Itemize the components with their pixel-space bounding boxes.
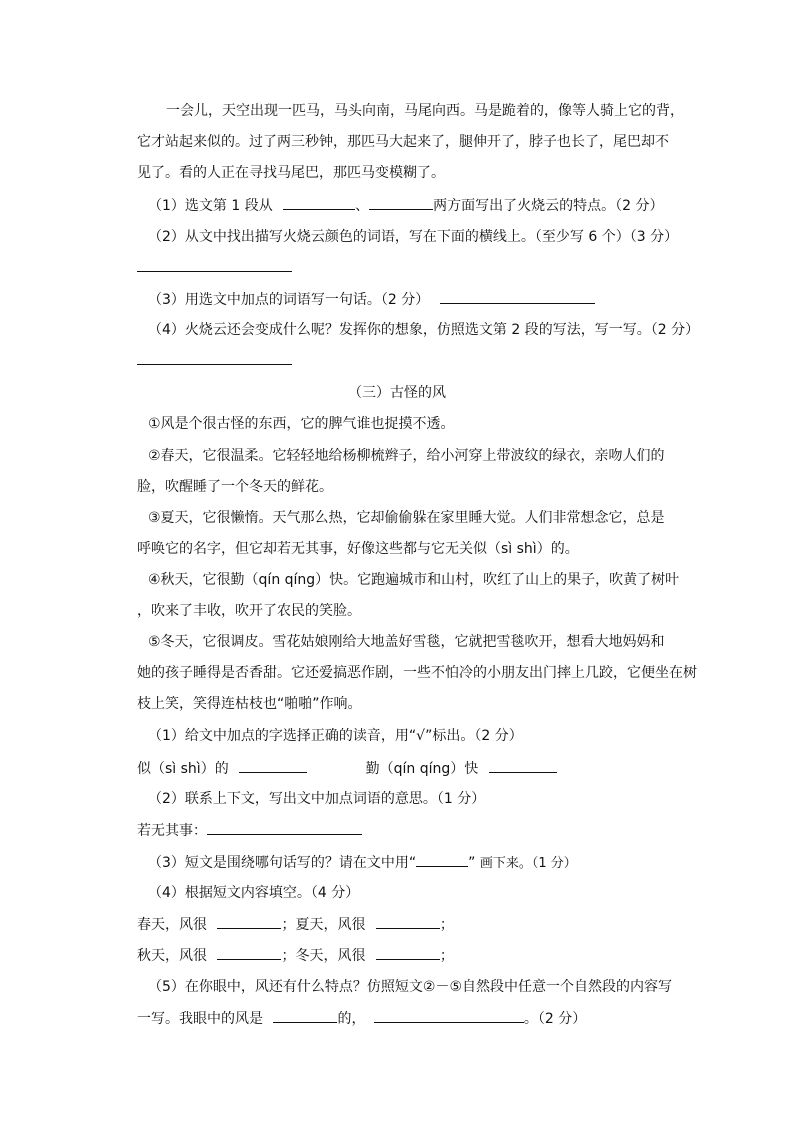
answer-line[interactable]: [137, 257, 292, 278]
section-title: （三）古怪的风: [348, 385, 446, 401]
answer-blank[interactable]: [376, 945, 440, 960]
paragraph-5-cont: 她的孩子睡得是否香甜。它还爱搞恶作剧，一些不怕冷的小朋友出门摔上几跤，它便坐在树: [137, 665, 697, 681]
question-2-3: （3）用选文中加点的词语写一句话。（2 分）: [148, 289, 595, 310]
question-3-1: （1）给文中加点的字选择正确的读音，用“√”标出。（2 分）: [148, 728, 523, 744]
paragraph-2-cont: 脸，吹醒睡了一个冬天的鲜花。: [137, 479, 333, 495]
answer-blank[interactable]: [217, 945, 281, 960]
paragraph-3-cont: 呼唤它的名字，但它却若无其事，好像这些都与它无关似（sì shì）的。: [137, 541, 579, 557]
question-2-2: （2）从文中找出描写火烧云颜色的词语，写在下面的横线上。（至少写 6 个）（3 分）: [148, 229, 679, 245]
paragraph-2: ②春天，它很温柔。它轻轻地给杨柳梳辫子，给小河穿上带波纹的绿衣，亲吻人们的: [148, 448, 665, 464]
question-3-3: （3）短文是围绕哪句话写的？请在文中用“ ” 画下来。（1 分）: [148, 852, 577, 874]
answer-blank[interactable]: [239, 758, 307, 773]
question-3-4: （4）根据短文内容填空。（4 分）: [148, 885, 360, 901]
answer-blank[interactable]: [376, 914, 440, 929]
passage-line: 见了。看的人正在寻找马尾巴，那匹马变模糊了。: [137, 165, 445, 181]
paragraph-3: ③夏天，它很懒惰。天气那么热，它却偷偷躲在家里睡大觉。人们非常想念它，总是: [148, 510, 665, 526]
answer-blank[interactable]: [207, 820, 362, 835]
question-2-1: （1）选文第 1 段从 、 两方面写出了火烧云的特点。（2 分）: [148, 195, 664, 216]
paragraph-5-cont: 枝上笑，笑得连枯枝也“啪啪”作响。: [137, 696, 362, 712]
answer-blank[interactable]: [440, 289, 595, 304]
passage-line: 它才站起来似的。过了两三秒钟，那匹马大起来了，腿伸开了，脖子也长了，尾巴却不: [137, 134, 669, 150]
answer-blank[interactable]: [273, 1008, 337, 1023]
question-3-2: （2）联系上下文，写出文中加点词语的意思。（1 分）: [148, 791, 486, 807]
paragraph-4-cont: ，吹来了丰收，吹开了农民的笑脸。: [137, 603, 361, 619]
passage-line: 一会儿，天空出现一匹马，马头向南，马尾向西。马是跪着的，像等人骑上它的背，: [166, 103, 684, 119]
question-3-1-items: 似（sì shì）的 勤（qín qíng）快: [137, 758, 557, 779]
question-3-5-answer: 一写。我眼中的风是 的， 。（2 分）: [137, 1008, 586, 1029]
paragraph-5: ⑤冬天，它很调皮。雪花姑娘刚给大地盖好雪毯，它就把雪毯吹开，想看大地妈妈和: [148, 634, 665, 650]
underline-mark: [416, 852, 468, 867]
question-3-2-answer: 若无其事：: [137, 820, 362, 841]
answer-blank[interactable]: [217, 914, 281, 929]
question-3-5: （5）在你眼中，风还有什么特点？仿照短文②－⑤自然段中任意一个自然段的内容写: [148, 979, 673, 995]
answer-line[interactable]: [137, 350, 292, 371]
paragraph-1: ①风是个很古怪的东西，它的脾气谁也捉摸不透。: [148, 416, 455, 432]
answer-blank[interactable]: [283, 195, 355, 210]
paragraph-4: ④秋天，它很勤（qín qíng）快。它跑遍城市和山村，吹红了山上的果子，吹黄了树叶: [148, 572, 680, 588]
question-3-4-row1: 春天，风很 ；夏天，风很 ；: [137, 914, 454, 935]
question-2-4: （4）火烧云还会变成什么呢？发挥你的想象，仿照选文第 2 段的写法，写一写。（2 分）: [148, 322, 700, 338]
answer-blank[interactable]: [374, 1008, 524, 1023]
answer-blank[interactable]: [489, 758, 557, 773]
answer-blank[interactable]: [369, 195, 433, 210]
question-3-4-row2: 秋天，风很 ；冬天，风很 ；: [137, 945, 454, 966]
